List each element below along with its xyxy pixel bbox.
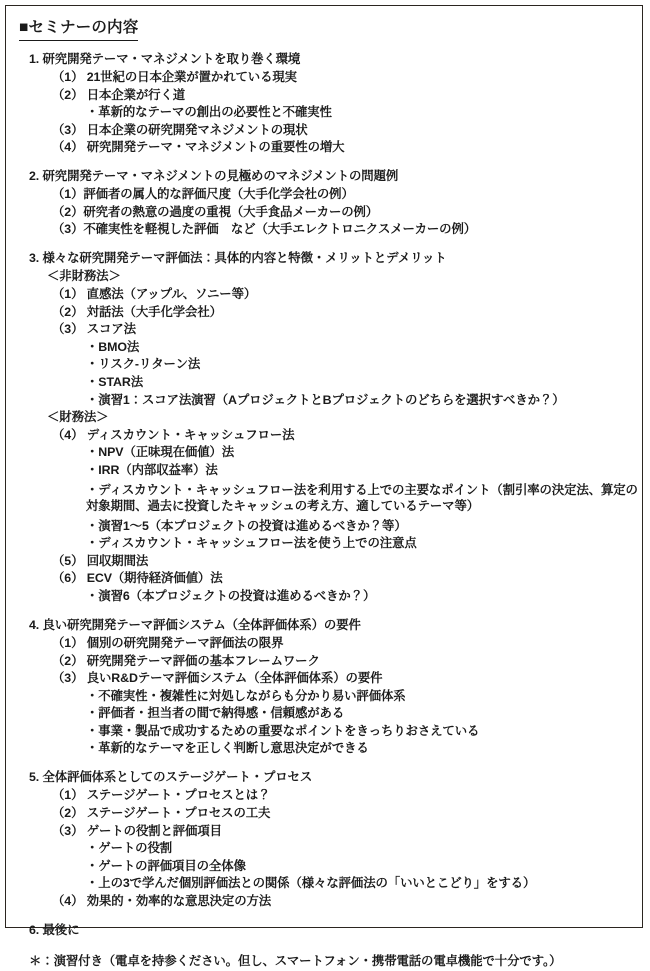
footnote: ＊：演習付き（電卓を持参ください。但し、スマートフォン・携帯電話の電卓機能で十分です。） [29,954,562,969]
bullet-icon: ・ [86,463,99,478]
bullet-item-text: ゲートの評価項目の全体像 [98,858,246,873]
section-heading [19,768,634,786]
bullet-item-text: IRR（内部収益率）法 [98,463,218,478]
outline-bullet-item [19,373,634,391]
outline-sub-item [19,121,634,139]
bullet-icon: ・ [86,741,99,756]
sub-item-text: 直感法（アップル、ソニー等） [86,287,257,302]
section-heading [19,616,634,634]
bullet-item-text: NPV（正味現在価値）法 [98,445,235,460]
outline-sub-item [19,203,634,221]
sub-item-text: ステージゲート・プロセスの工夫 [86,806,271,821]
sub-item-text: 評価者の属人的な評価尺度（大手化学会社の例） [83,187,354,202]
bullet-item-text: ディスカウント・キャッシュフロー法を利用する上での主要なポイント（割引率の決定法、算定の対象期間、過去に投資したキャッシュの考え方、適しているテーマ等） [86,482,638,513]
sub-item-text: ディスカウント・キャッシュフロー法 [86,427,295,442]
outline-sub-item [19,670,634,688]
bullet-icon: ・ [86,392,99,407]
sub-item-text: スコア法 [86,322,136,337]
bullet-item-text: 演習1：スコア法演習（AプロジェクトとBプロジェクトのどちらを選択すべきか？） [98,392,565,407]
sub-item-text: 日本企業の研究開発マネジメントの現状 [86,122,308,137]
sub-item-marker: （1） [52,69,84,84]
outline-bullet-item [19,444,634,462]
section-heading [19,921,634,939]
outline-bullet-item [19,875,634,893]
sub-item-marker: （2） [52,653,84,668]
section-heading-text: 良い研究開発テーマ評価システム（全体評価体系）の要件 [42,617,361,632]
section-number: 2. [29,169,40,184]
sub-item-text: ステージゲート・プロセスとは？ [86,788,271,803]
bullet-icon: ・ [86,339,99,354]
bullet-item-text: ディスカウント・キャッシュフロー法を使う上での注意点 [98,536,417,551]
bullet-item-text: 演習1～5（本プロジェクトの投資は進めるべきか？等） [98,518,407,533]
seminar-outline-list [19,50,638,940]
outline-sub-item [19,303,634,321]
outline-bullet-item [19,391,634,409]
bullet-icon: ・ [86,876,99,891]
outline-sub-item [19,552,634,570]
sub-item-marker: （2） [52,304,84,319]
sub-item-text: ゲートの役割と評価項目 [86,823,222,838]
sub-item-text: 研究開発テーマ・マネジメントの重要性の増大 [86,140,345,155]
document-content [6,6,642,971]
sub-item-text: 回収期間法 [86,553,149,568]
outline-sub-item [19,634,634,652]
sub-item-marker: （1） [52,788,84,803]
outline-bullet-item [19,705,634,723]
bullet-item-text: 上の3で学んだ個別評価法との関係（様々な評価法の「いいとこどり」をする） [98,876,536,891]
outline-sub-item [19,570,634,588]
document-border-frame [5,5,643,969]
outline-sub-item [19,186,634,204]
section-heading-text: 全体評価体系としてのステージゲート・プロセス [42,770,313,785]
sub-item-marker: （2） [52,87,84,102]
bullet-item-text: 革新的なテーマを正しく判断し意思決定ができる [98,741,369,756]
outline-bullet-item [19,840,634,858]
outline-sub-item [19,822,634,840]
outline-bullet-item [19,104,634,122]
bullet-item-text: 革新的なテーマの創出の必要性と不確実性 [98,105,332,120]
bullet-icon: ・ [86,858,99,873]
bullet-icon: ・ [86,357,99,372]
bullet-item-text: STAR法 [98,375,143,390]
sub-item-text: 効果的・効率的な意思決定の方法 [86,894,272,909]
bullet-icon: ・ [86,688,99,703]
outline-bullet-item [19,338,634,356]
sub-item-marker: （1） [52,287,84,302]
bullet-icon: ・ [86,841,99,856]
section-heading-text: 最後に [42,923,80,938]
bullet-icon: ・ [86,706,99,721]
sub-item-text: 不確実性を軽視した評価 など（大手エレクトロニクスメーカーの例） [83,222,477,237]
sub-item-marker: （6） [52,571,84,586]
bullet-icon: ・ [86,536,99,551]
sub-item-text: ECV（期待経済価値）法 [86,571,223,586]
group-label-text: ＜財務法＞ [47,410,109,425]
bullet-item-text: リスク-リターン法 [98,357,201,372]
outline-bullet-item [19,857,634,875]
sub-item-marker: （3） [52,222,84,237]
bullet-item-text: 評価者・担当者の間で納得感・信頼感がある [98,706,345,721]
outline-bullet-item [19,356,634,374]
bullet-item-text: 演習6（本プロジェクトの投資は進めるべきか？） [98,588,376,603]
section-heading-text: 様々な研究開発テーマ評価法：具体的内容と特徴・メリットとデメリット [42,251,447,266]
outline-sub-item [19,68,634,86]
outline-bullet-item [19,479,642,517]
section-heading [19,50,634,68]
section-number: 6. [29,923,40,938]
sub-item-text: 日本企業が行く道 [86,87,186,102]
outline-sub-item [19,139,634,157]
page-title: ■セミナーの内容 [19,18,138,41]
outline-bullet-item [19,722,634,740]
outline-sub-item [19,787,634,805]
outline-bullet-item [19,587,634,605]
bullet-icon: ・ [86,445,99,460]
section-number: 4. [29,617,40,632]
sub-item-text: 研究開発テーマ評価の基本フレームワーク [86,653,320,668]
bullet-icon: ・ [86,105,99,120]
sub-item-text: 個別の研究開発テーマ評価法の限界 [86,635,284,650]
sub-item-marker: （3） [52,823,84,838]
sub-item-marker: （2） [52,806,84,821]
sub-item-marker: （1） [52,635,84,650]
outline-group-label [19,409,634,427]
section-heading-text: 研究開発テーマ・マネジメントの見極めのマネジメントの問題例 [42,169,399,184]
outline-sub-item [19,285,634,303]
outline-sub-item [19,652,634,670]
sub-item-marker: （5） [52,553,84,568]
sub-item-marker: （2） [52,204,84,219]
section-heading [19,167,634,185]
section-number: 3. [29,251,40,266]
sub-item-text: 対話法（大手化学会社） [86,304,222,319]
outline-bullet-item [19,740,634,758]
sub-item-marker: （3） [52,122,84,137]
sub-item-marker: （3） [52,322,84,337]
outline-bullet-item [19,461,634,479]
bullet-item-text: ゲートの役割 [98,841,173,856]
sub-item-text: 21世紀の日本企業が置かれている現実 [86,69,297,84]
sub-item-marker: （1） [52,187,84,202]
section-number: 1. [29,51,40,66]
outline-sub-item [19,804,634,822]
bullet-item-text: 不確実性・複雑性に対処しながらも分かり易い評価体系 [98,688,406,703]
outline-sub-item [19,86,634,104]
bullet-icon: ・ [86,588,99,603]
bullet-icon: ・ [86,518,99,533]
outline-sub-item [19,221,634,239]
sub-item-text: 研究者の熱意の過度の重視（大手食品メーカーの例） [83,204,379,219]
sub-item-marker: （3） [52,671,84,686]
outline-group-label [19,268,634,286]
bullet-item-text: BMO法 [98,339,140,354]
sub-item-marker: （4） [52,894,84,909]
outline-bullet-item [19,517,634,535]
sub-item-text: 良いR&Dテーマ評価システム（全体評価体系）の要件 [86,671,383,686]
sub-item-marker: （4） [52,427,84,442]
outline-bullet-item [19,687,634,705]
bullet-item-text: 事業・製品で成功するための重要なポイントをきっちりおさえている [98,723,480,738]
group-label-text: ＜非財務法＞ [47,269,121,284]
bullet-icon: ・ [86,375,99,390]
section-heading-text: 研究開発テーマ・マネジメントを取り巻く環境 [42,51,301,66]
outline-bullet-item [19,535,634,553]
section-heading [19,249,634,267]
outline-sub-item [19,892,634,910]
outline-sub-item [19,321,634,339]
sub-item-marker: （4） [52,140,84,155]
outline-sub-item [19,426,634,444]
section-number: 5. [29,770,40,785]
bullet-icon: ・ [86,723,99,738]
bullet-icon: ・ [86,482,99,497]
